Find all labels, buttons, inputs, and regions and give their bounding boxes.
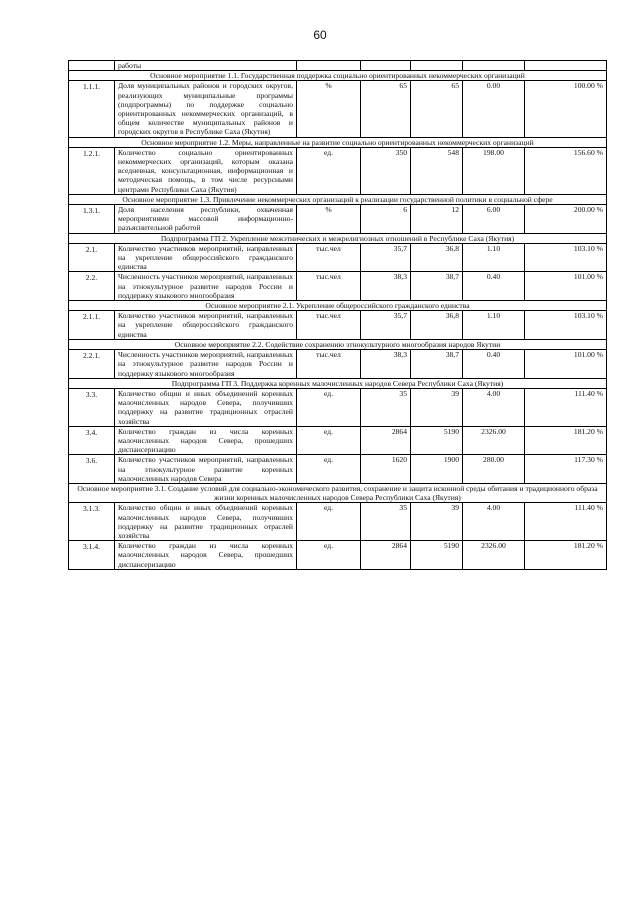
fact-value: 5190 [411, 541, 463, 570]
plan-value: 35,7 [361, 243, 411, 272]
section-header-row [69, 301, 607, 311]
table-row [69, 147, 607, 194]
row-number: 1.2.1. [69, 147, 115, 194]
plan-value: 35 [361, 388, 411, 426]
fact-value: 39 [411, 503, 463, 541]
row-number: 3.3. [69, 388, 115, 426]
section-header-row [69, 483, 607, 502]
section-title: Основное мероприятие 3.1. Создание условий для социально-экономического развития, сохранение и защита исконной среды обитания и традиционного образа жизни коренных малочисленных народов Севера Республики Саха (Якутия) [69, 483, 607, 502]
completion-percent: 103.10 % [525, 311, 607, 340]
plan-value: 2864 [361, 426, 411, 455]
section-header-row [69, 71, 607, 81]
plan-value: 35,7 [361, 311, 411, 340]
fact-value: 39 [411, 388, 463, 426]
indicator-name: Количество граждан из числа коренных малочисленных народов Севера, прошедших диспансеризацию [115, 541, 297, 570]
fact-value: 36,8 [411, 243, 463, 272]
completion-percent: 111.40 % [525, 503, 607, 541]
row-number: 3.1.4. [69, 541, 115, 570]
indicator-name: Количество социально ориентированных некоммерческих организаций, которым оказана вседневная, консультационная, информационная и методическая помощь, в том числе ресурсными центрами Республики Саха (Якутия) [115, 147, 297, 194]
indicator-name: Количество общин и иных объединений коренных малочисленных народов Севера, получивших поддержку на развитие традиционных отраслей хозяйства [115, 503, 297, 541]
table-row [69, 205, 607, 234]
row-number: 2.1. [69, 243, 115, 272]
plan-value: 35 [361, 503, 411, 541]
fact-value: 65 [411, 81, 463, 137]
fact-value: 548 [411, 147, 463, 194]
table-row [69, 311, 607, 340]
table-row [69, 272, 607, 301]
table-row [69, 61, 607, 71]
indicator-name: Численность участников мероприятий, направленных на этнокультурное развитие народов России и поддержку языкового многообразия [115, 350, 297, 379]
indicator-name: Доля населения республики, охваченная мероприятиями массовой информационно-разъяснительной работой [115, 205, 297, 234]
table-row [69, 350, 607, 379]
section-header-row [69, 137, 607, 147]
plan-value: 38,3 [361, 272, 411, 301]
row-number: 3.6. [69, 455, 115, 484]
unit-cell: ед. [297, 541, 361, 570]
row-number: 2.2. [69, 272, 115, 301]
indicator-name: Доля муниципальных районов и городских округов, реализующих муниципальные программы (подпрограммы) по поддержке социально ориентированных некоммерческих организаций, в общем количестве муниципальных районов и городских округов в Республике Саха (Якутия) [115, 81, 297, 137]
completion-percent: 101.00 % [525, 272, 607, 301]
plan-value: 1620 [361, 455, 411, 484]
indicators-table [68, 60, 607, 570]
table-row [69, 503, 607, 541]
row-number [69, 61, 115, 71]
table-row [69, 243, 607, 272]
unit-cell: ед. [297, 426, 361, 455]
plan-value: 2864 [361, 541, 411, 570]
section-title: Основное мероприятие 2.2. Содействие сохранению этнокультурного многообразия народов Якутии [69, 339, 607, 349]
unit-cell: % [297, 205, 361, 234]
completion-percent: 100.00 % [525, 81, 607, 137]
section-title: Основное мероприятие 1.2. Меры, направленные на развитие социально ориентированных некоммерческих организаций [69, 137, 607, 147]
deviation-value: 198.00 [463, 147, 525, 194]
fact-value: 38,7 [411, 350, 463, 379]
indicator-name: Количество участников мероприятий, направленных на укрепление общероссийского гражданского единства [115, 311, 297, 340]
table-row [69, 455, 607, 484]
plan-value: 6 [361, 205, 411, 234]
deviation-value: 280.00 [463, 455, 525, 484]
plan-value: 38,3 [361, 350, 411, 379]
completion-percent: 200.00 % [525, 205, 607, 234]
deviation-value: 0.00 [463, 81, 525, 137]
deviation-value: 4.00 [463, 503, 525, 541]
completion-percent: 103.10 % [525, 243, 607, 272]
unit-cell: тыс.чел [297, 311, 361, 340]
table-row [69, 388, 607, 426]
section-title: Подпрограмма ГП 2. Укрепление межэтнических и межрелигиозных отношений в Республике Саха (Якутия) [69, 233, 607, 243]
deviation-value: 1.10 [463, 243, 525, 272]
indicator-name: Количество граждан из числа коренных малочисленных народов Севера, прошедших диспансеризацию [115, 426, 297, 455]
page-number: 60 [313, 28, 327, 42]
fact-value: 38,7 [411, 272, 463, 301]
unit-cell: тыс.чел [297, 350, 361, 379]
table-row [69, 426, 607, 455]
section-header-row [69, 194, 607, 204]
plan-value: 350 [361, 147, 411, 194]
completion-percent: 117.30 % [525, 455, 607, 484]
unit-cell: тыс.чел [297, 272, 361, 301]
indicator-name: Численность участников мероприятий, направленных на этнокультурное развитие народов России и поддержку языкового многообразия [115, 272, 297, 301]
deviation-value: 0.40 [463, 272, 525, 301]
indicator-name: работы [115, 61, 297, 71]
row-number: 1.1.1. [69, 81, 115, 137]
row-number: 2.1.1. [69, 311, 115, 340]
section-header-row [69, 378, 607, 388]
unit-cell: ед. [297, 388, 361, 426]
section-title: Подпрограмма ГП 3. Поддержка коренных малочисленных народов Севера Республики Саха (Якутия) [69, 378, 607, 388]
fact-value: 1900 [411, 455, 463, 484]
section-title: Основное мероприятие 1.1. Государственная поддержка социально ориентированных некоммерческих организаций [69, 71, 607, 81]
row-number: 1.3.1. [69, 205, 115, 234]
unit-cell: ед. [297, 503, 361, 541]
deviation-value: 2326.00 [463, 541, 525, 570]
deviation-value: 0.40 [463, 350, 525, 379]
deviation-value: 2326.00 [463, 426, 525, 455]
completion-percent: 111.40 % [525, 388, 607, 426]
indicator-name: Количество участников мероприятий, направленных на укрепление общероссийского гражданского единства [115, 243, 297, 272]
indicator-name: Количество участников мероприятий, направленных на этнокультурное развитие коренных малочисленных народов Севера [115, 455, 297, 484]
unit-cell: % [297, 81, 361, 137]
row-number: 2.2.1. [69, 350, 115, 379]
section-title: Основное мероприятие 1.3. Привлечение некоммерческих организаций к реализации государственной политики в социальной сфере [69, 194, 607, 204]
unit-cell: тыс.чел [297, 243, 361, 272]
unit-cell: ед. [297, 147, 361, 194]
section-header-row [69, 339, 607, 349]
fact-value: 5190 [411, 426, 463, 455]
section-header-row [69, 233, 607, 243]
table-row [69, 541, 607, 570]
completion-percent: 181.20 % [525, 426, 607, 455]
deviation-value: 4.00 [463, 388, 525, 426]
completion-percent: 101.00 % [525, 350, 607, 379]
fact-value: 12 [411, 205, 463, 234]
section-title: Основное мероприятие 2.1. Укрепление общероссийского гражданского единства [69, 301, 607, 311]
plan-value: 65 [361, 81, 411, 137]
deviation-value: 1.10 [463, 311, 525, 340]
row-number: 3.4. [69, 426, 115, 455]
fact-value: 36,8 [411, 311, 463, 340]
completion-percent: 156.60 % [525, 147, 607, 194]
indicator-name: Количество общин и иных объединений коренных малочисленных народов Севера, получивших поддержку на развитие традиционных отраслей хозяйства [115, 388, 297, 426]
deviation-value: 6.00 [463, 205, 525, 234]
row-number: 3.1.3. [69, 503, 115, 541]
table-row [69, 81, 607, 137]
completion-percent: 181.20 % [525, 541, 607, 570]
unit-cell: ед. [297, 455, 361, 484]
